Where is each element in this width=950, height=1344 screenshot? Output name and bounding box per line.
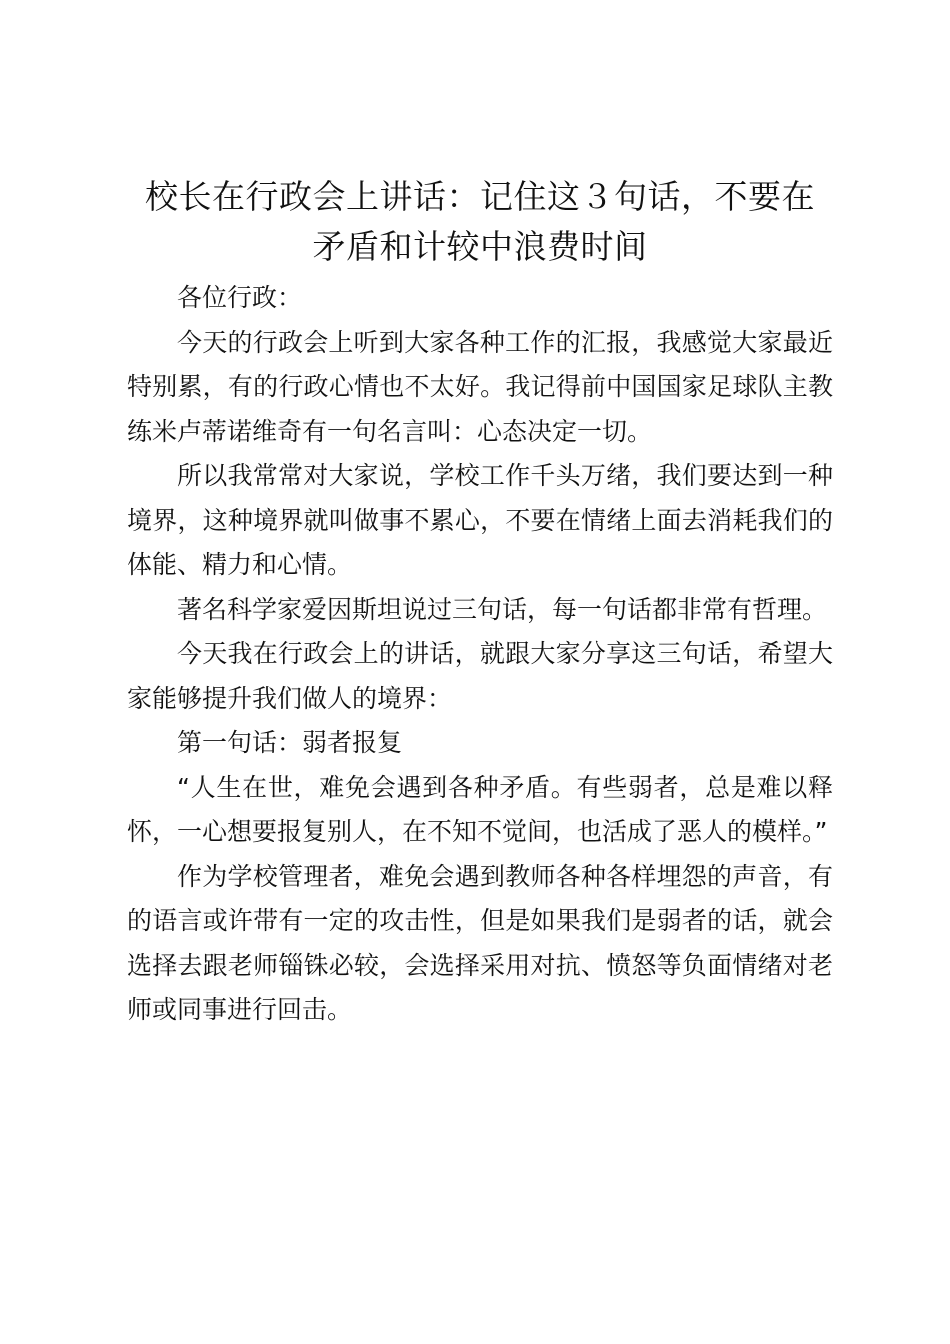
paragraph: 今天我在行政会上的讲话，就跟大家分享这三句话，希望大家能够提升我们做人的境界：	[127, 639, 833, 713]
paragraph: 作为学校管理者，难免会遇到教师各种各样埋怨的声音，有的语言或许带有一定的攻击性，但是如果我们是弱者的话，就会选择去跟老师锱铢必较，会选择采用对抗、愤怒等负面情绪对老师或同事进行回击。	[127, 861, 833, 1024]
document-title	[127, 172, 833, 272]
section-heading: 第一句话：弱者报复	[177, 728, 403, 757]
paragraph-salutation: 各位行政：	[177, 283, 303, 312]
paragraph: 所以我常常对大家说，学校工作千头万绪，我们要达到一种境界，这种境界就叫做事不累心，不要在情绪上面去消耗我们的体能、精力和心情。	[127, 461, 833, 579]
paragraph: 今天的行政会上听到大家各种工作的汇报，我感觉大家最近特别累，有的行政心情也不太好。我记得前中国国家足球队主教练米卢蒂诺维奇有一句名言叫：心态决定一切。	[127, 327, 833, 446]
title-line-1: 校长在行政会上讲话：记住这３句话，不要在	[145, 177, 815, 216]
title-line-2: 矛盾和计较中浪费时间	[312, 227, 648, 266]
document-page	[127, 172, 833, 1033]
quote-paragraph: “人生在世，难免会遇到各种矛盾。有些弱者，总是难以释怀，一心想要报复别人，在不知不觉间，也活成了恶人的模样。”	[127, 772, 833, 846]
paragraph: 著名科学家爱因斯坦说过三句话，每一句话都非常有哲理。	[177, 594, 828, 624]
